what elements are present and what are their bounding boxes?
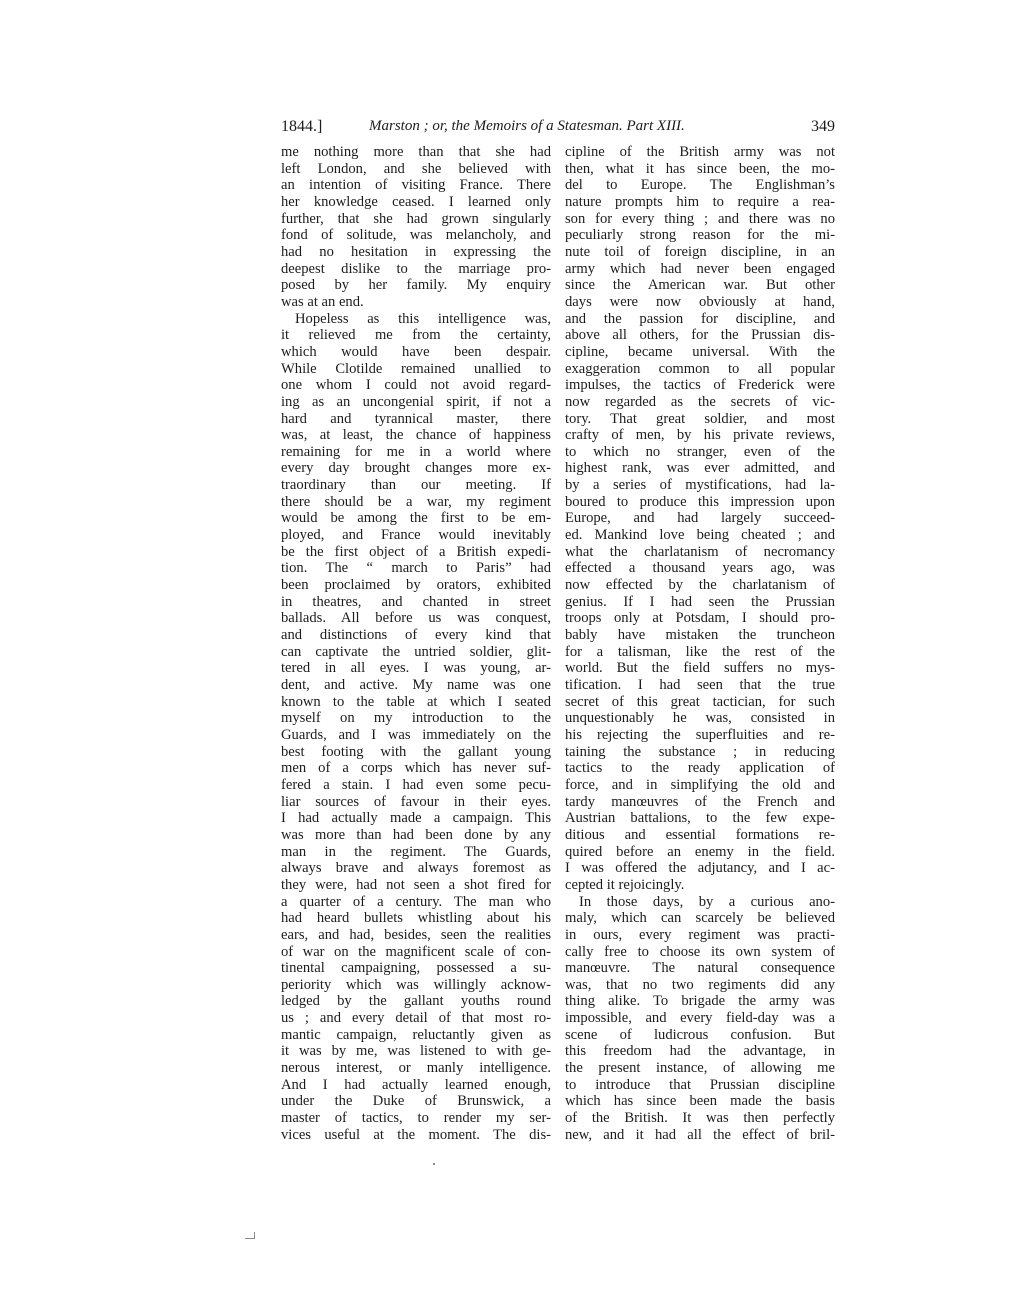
text-line: it was by me, was listened to with ge- (281, 1043, 551, 1060)
text-line: While Clotilde remained unallied to (281, 360, 551, 377)
text-line: had heard bullets whistling about his (281, 910, 551, 927)
text-line: would be among the first to be em- (281, 510, 551, 527)
text-line: above all others, for the Prussian dis- (565, 327, 835, 344)
text-line: was at an end. (281, 293, 364, 310)
text-line: can captivate the untried soldier, glit- (281, 643, 551, 660)
text-line: bably have mistaken the truncheon (565, 627, 835, 644)
text-line: tered in all eyes. I was young, ar- (281, 660, 551, 677)
text-line: his rejecting the superfluities and re- (565, 726, 835, 743)
text-line: this freedom had the advantage, in (565, 1043, 835, 1060)
text-line: nature prompts him to require a rea- (565, 193, 835, 210)
text-line: to which no stranger, even of the (565, 443, 835, 460)
text-line: was more than had been done by any (281, 826, 551, 843)
text-line: her knowledge ceased. I learned only (281, 193, 551, 210)
text-line: impulses, the tactics of Frederick were (565, 377, 835, 394)
page-number: 349 (811, 118, 835, 135)
text-line: exaggeration common to all popular (565, 360, 835, 377)
text-line: remaining for me in a world where (281, 443, 551, 460)
text-line: traordinary than our meeting. If (281, 477, 551, 494)
text-line: and distinctions of every kind that (281, 627, 551, 644)
text-line: tinental campaigning, possessed a su- (281, 960, 551, 977)
text-line: there should be a war, my regiment (281, 493, 551, 510)
text-line: troops only at Potsdam, I should pro- (565, 610, 835, 627)
text-line: unquestionably he was, consisted in (565, 710, 835, 727)
text-line: son for every thing ; and there was no (565, 210, 835, 227)
text-line: to introduce that Prussian discipline (565, 1076, 835, 1093)
text-line: in theatres, and chanted in street (281, 593, 551, 610)
right-text-column (565, 144, 835, 1143)
text-line: nerous interest, or manly intelligence. (281, 1060, 551, 1077)
text-line: one whom I could not avoid regard- (281, 377, 551, 394)
text-line: days were now obviously at hand, (565, 293, 835, 310)
text-line: thing alike. To brigade the army was (565, 993, 835, 1010)
text-line: further, that she had grown singularly (281, 210, 551, 227)
text-line: In those days, by a curious ano- (579, 893, 835, 910)
text-line: force, and in simplifying the old and (565, 776, 835, 793)
text-line: ployed, and France would inevitably (281, 527, 551, 544)
scan-speck (433, 1163, 435, 1165)
text-line: an intention of visiting France. There (281, 177, 551, 194)
text-line: every day brought changes more ex- (281, 460, 551, 477)
text-line: had no hesitation in expressing the (281, 243, 551, 260)
text-line: secret of this great tactician, for such (565, 693, 835, 710)
text-line: And I had actually learned enough, (281, 1076, 551, 1093)
text-line: tification. I had seen that the true (565, 677, 835, 693)
text-line: men of a corps which has never suf- (281, 760, 551, 777)
text-line: a quarter of a century. The man who (281, 893, 551, 910)
text-line: ed. Mankind love being cheated ; and (565, 527, 835, 544)
text-line: dent, and active. My name was one (281, 677, 551, 693)
text-line: army which had never been engaged (565, 260, 835, 277)
text-line: which would have been despair. (281, 343, 551, 360)
text-line: Austrian battalions, to the few expe- (565, 810, 835, 827)
text-line: tardy manœuvres of the French and (565, 793, 835, 810)
text-line: I had actually made a campaign. This (281, 810, 551, 827)
text-line: new, and it had all the effect of bril- (565, 1126, 835, 1143)
text-line: nute toil of foreign discipline, in an (565, 243, 835, 260)
text-line: peculiarly strong reason for the mi- (565, 227, 835, 244)
text-line: now regarded as the secrets of vic- (565, 393, 835, 410)
text-line: ing as an uncongenial spirit, if not a (281, 393, 551, 410)
text-line: liar sources of favour in their eyes. (281, 793, 551, 810)
text-line: man in the regiment. The Guards, (281, 843, 551, 860)
text-line: by a series of mystifications, had la- (565, 477, 835, 494)
text-line: the present instance, of allowing me (565, 1060, 835, 1077)
text-line: cipline, became universal. With the (565, 343, 835, 360)
text-line: periority which was willingly acknow- (281, 976, 551, 993)
text-line: impossible, and every field-day was a (565, 1010, 835, 1027)
scan-corner-mark (254, 1232, 255, 1239)
text-line: I was offered the adjutancy, and I ac- (565, 860, 835, 877)
text-line: boured to produce this impression upon (565, 493, 835, 510)
text-line: known to the table at which I seated (281, 693, 551, 710)
text-line: best footing with the gallant young (281, 743, 551, 760)
text-line: in ours, every regiment was practi- (565, 926, 835, 943)
text-line: cepted it rejoicingly. (565, 876, 685, 893)
text-line: manœuvre. The natural consequence (565, 960, 835, 977)
text-line: always brave and always foremost as (281, 860, 551, 877)
text-line: crafty of men, by his private reviews, (565, 427, 835, 444)
text-line: ditious and essential formations re- (565, 826, 835, 843)
text-line: del to Europe. The Englishman’s (565, 177, 835, 194)
text-line: fered a stain. I had even some pecu- (281, 776, 551, 793)
text-line: vices useful at the moment. The dis- (281, 1126, 551, 1143)
text-line: ballads. All before us was conquest, (281, 610, 551, 627)
text-line: cipline of the British army was not (565, 144, 835, 160)
text-line: what the charlatanism of necromancy (565, 543, 835, 560)
text-line: then, what it has since been, the mo- (565, 160, 835, 177)
text-line: it relieved me from the certainty, (281, 327, 551, 344)
text-line: world. But the field suffers no mys- (565, 660, 835, 677)
text-line: effected a thousand years ago, was (565, 560, 835, 577)
text-line: tory. That great soldier, and most (565, 410, 835, 427)
text-line: ledged by the gallant youths round (281, 993, 551, 1010)
left-text-column (281, 144, 551, 1143)
text-line: genius. If I had seen the Prussian (565, 593, 835, 610)
text-line: for a talisman, like the rest of the (565, 643, 835, 660)
text-line: cally free to choose its own system of (565, 943, 835, 960)
text-line: myself on my introduction to the (281, 710, 551, 727)
text-line: maly, which can scarcely be believed (565, 910, 835, 927)
text-line: master of tactics, to render my ser- (281, 1110, 551, 1127)
text-line: left London, and she believed with (281, 160, 551, 177)
text-line: tactics to the ready application of (565, 760, 835, 777)
text-line: ears, and had, besides, seen the realities (281, 926, 551, 943)
text-line: deepest dislike to the marriage pro- (281, 260, 551, 277)
text-line: highest rank, was ever admitted, and (565, 460, 835, 477)
text-line: fond of solitude, was melancholy, and (281, 227, 551, 244)
text-line: was, at least, the chance of happiness (281, 427, 551, 444)
text-line: taining the substance ; in reducing (565, 743, 835, 760)
text-line: hard and tyrannical master, there (281, 410, 551, 427)
text-line: scene of ludicrous confusion. But (565, 1026, 835, 1043)
header-title: Marston ; or, the Memoirs of a Statesman. Part XIII. (369, 118, 685, 134)
text-line: quired before an enemy in the field. (565, 843, 835, 860)
text-line: under the Duke of Brunswick, a (281, 1093, 551, 1110)
text-line: Guards, and I was immediately on the (281, 726, 551, 743)
text-line: and the passion for discipline, and (565, 310, 835, 327)
text-line: tion. The “ march to Paris” had (281, 560, 551, 577)
text-line: of war on the magnificent scale of con- (281, 943, 551, 960)
text-line: they were, had not seen a shot fired for (281, 876, 551, 893)
text-line: Europe, and had largely succeed- (565, 510, 835, 527)
text-line: now effected by the charlatanism of (565, 577, 835, 594)
text-line: been proclaimed by orators, exhibited (281, 577, 551, 594)
text-line: us ; and every detail of that most ro- (281, 1010, 551, 1027)
text-line: of the British. It was then perfectly (565, 1110, 835, 1127)
text-line: mantic campaign, reluctantly given as (281, 1026, 551, 1043)
text-line: be the first object of a British expedi- (281, 543, 551, 560)
header-year: 1844.] (281, 118, 323, 135)
text-line: since the American war. But other (565, 277, 835, 294)
text-line: me nothing more than that she had (281, 144, 551, 160)
text-line: was, that no two regiments did any (565, 976, 835, 993)
text-line: posed by her family. My enquiry (281, 277, 551, 294)
text-line: Hopeless as this intelligence was, (295, 310, 551, 327)
text-line: which has since been made the basis (565, 1093, 835, 1110)
running-header (281, 118, 835, 142)
